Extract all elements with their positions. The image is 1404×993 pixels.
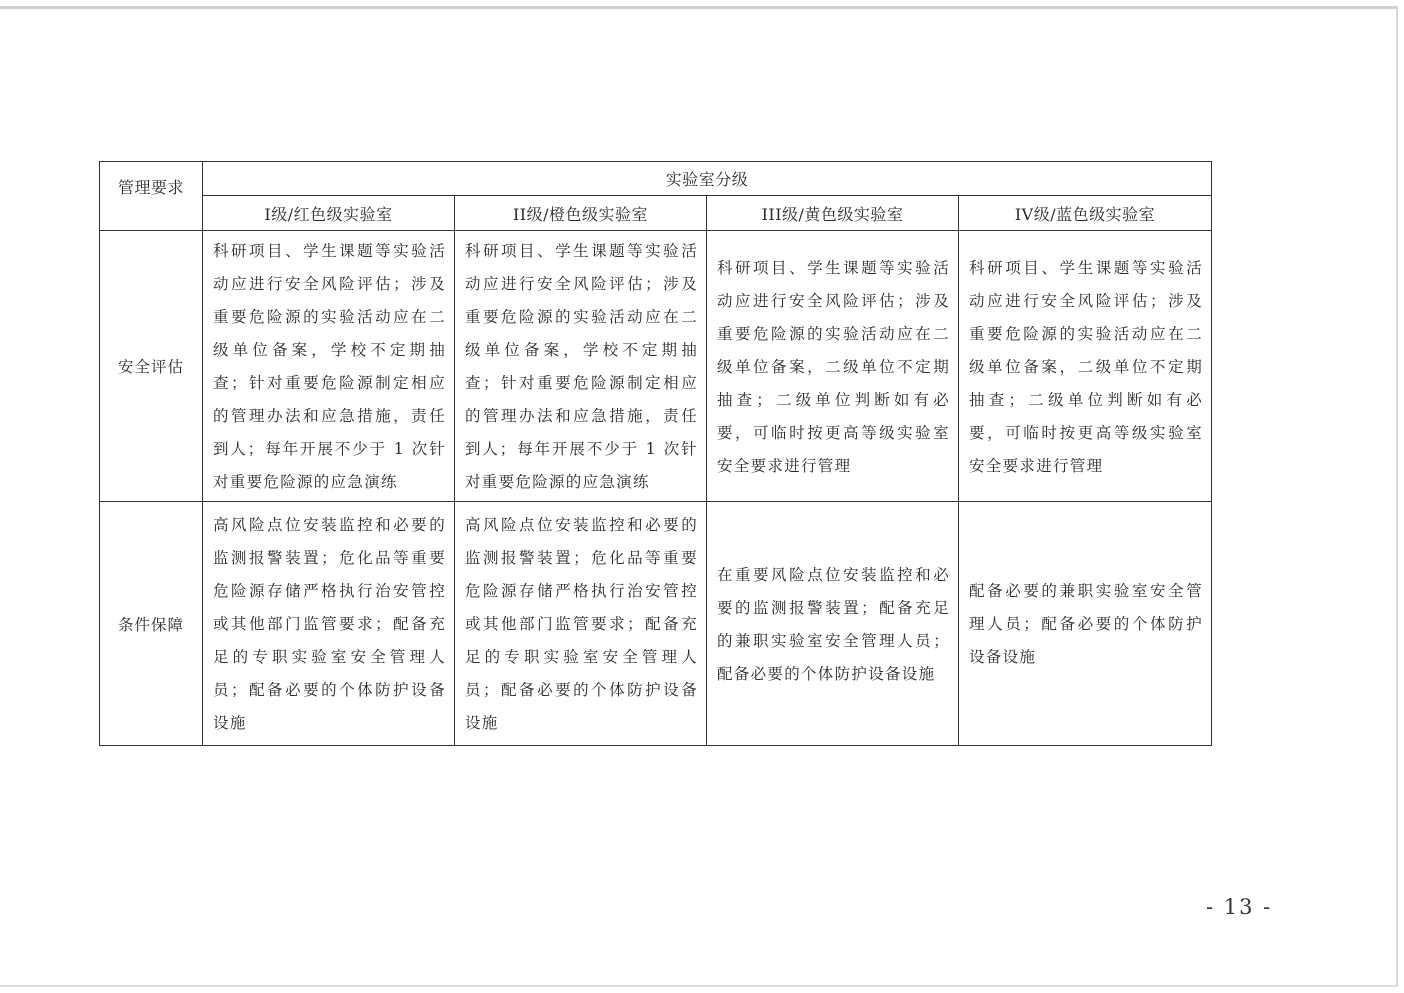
level-header-row bbox=[100, 196, 1212, 231]
table-row bbox=[100, 231, 1212, 502]
row-label-condition-support: 条件保障 bbox=[100, 502, 203, 746]
condition-support-level-2: 高风险点位安装监控和必要的监测报警装置；危化品等重要危险源存储严格执行治安管控或其他部门监管要求；配备充足的专职实验室安全管理人员；配备必要的个体防护设备设施 bbox=[455, 502, 707, 746]
page-right-edge bbox=[1396, 6, 1398, 986]
page-bottom-edge bbox=[0, 985, 1398, 987]
lab-classification-table bbox=[99, 161, 1212, 746]
safety-assessment-level-4: 科研项目、学生课题等实验活动应进行安全风险评估；涉及重要危险源的实验活动应在二级单位备案，二级单位不定期抽查；二级单位判断如有必要，可临时按更高等级实验室安全要求进行管理 bbox=[959, 231, 1212, 502]
classification-header: 实验室分级 bbox=[203, 162, 1212, 196]
page-number: - 13 - bbox=[1206, 895, 1273, 919]
level-header-4: IV级/蓝色级实验室 bbox=[959, 196, 1212, 231]
table-header-row bbox=[100, 162, 1212, 196]
level-header-2: II级/橙色级实验室 bbox=[455, 196, 707, 231]
table-row bbox=[100, 502, 1212, 746]
level-header-1: I级/红色级实验室 bbox=[203, 196, 455, 231]
page-top-edge bbox=[0, 6, 1398, 9]
safety-assessment-level-1: 科研项目、学生课题等实验活动应进行安全风险评估；涉及重要危险源的实验活动应在二级单位备案，学校不定期抽查；针对重要危险源制定相应的管理办法和应急措施，责任到人；每年开展不少于 1 次针对重要危险源的应急演练 bbox=[203, 231, 455, 502]
condition-support-level-4: 配备必要的兼职实验室安全管理人员；配备必要的个体防护设备设施 bbox=[959, 502, 1212, 746]
management-header: 管理要求 bbox=[100, 162, 203, 231]
safety-assessment-level-2: 科研项目、学生课题等实验活动应进行安全风险评估；涉及重要危险源的实验活动应在二级单位备案，学校不定期抽查；针对重要危险源制定相应的管理办法和应急措施，责任到人；每年开展不少于 1 次针对重要危险源的应急演练 bbox=[455, 231, 707, 502]
condition-support-level-1: 高风险点位安装监控和必要的监测报警装置；危化品等重要危险源存储严格执行治安管控或其他部门监管要求；配备充足的专职实验室安全管理人员；配备必要的个体防护设备设施 bbox=[203, 502, 455, 746]
safety-assessment-level-3: 科研项目、学生课题等实验活动应进行安全风险评估；涉及重要危险源的实验活动应在二级单位备案，二级单位不定期抽查；二级单位判断如有必要，可临时按更高等级实验室安全要求进行管理 bbox=[707, 231, 959, 502]
condition-support-level-3: 在重要风险点位安装监控和必要的监测报警装置；配备充足的兼职实验室安全管理人员；配备必要的个体防护设备设施 bbox=[707, 502, 959, 746]
row-label-safety-assessment: 安全评估 bbox=[100, 231, 203, 502]
level-header-3: III级/黄色级实验室 bbox=[707, 196, 959, 231]
